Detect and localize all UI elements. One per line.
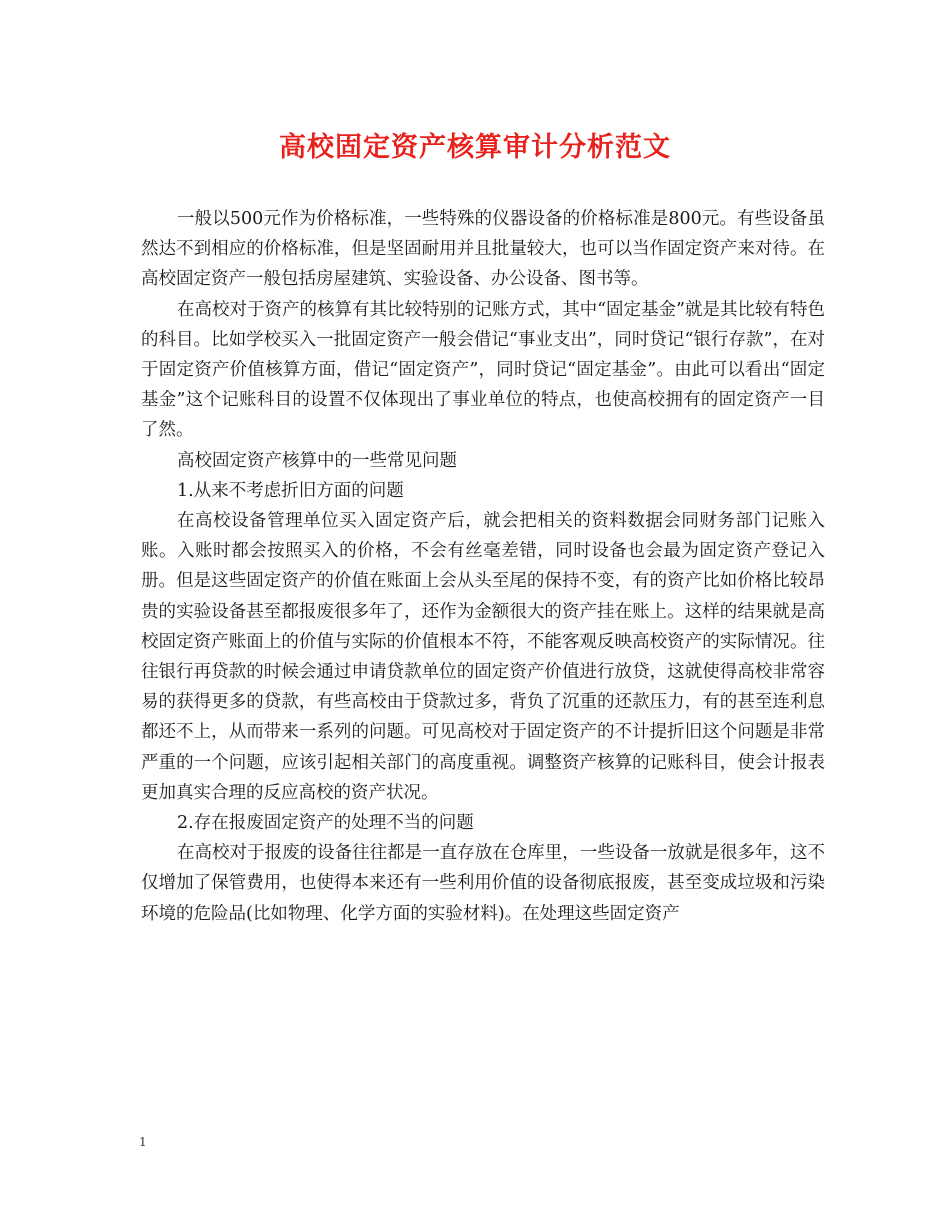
paragraph-depreciation: 在高校设备管理单位买入固定资产后，就会把相关的资料数据会同财务部门记账入账。入账时都会按照买入的价格，不会有丝毫差错，同时设备也会最为固定资产登记入册。但是这些固定资产的价值在账面上会从头至尾的保持不变，有的资产比如价格比较昂贵的实验设备甚至都报废很多年了，还作为金额很大的资产挂在账上。这样的结果就是高校固定资产账面上的价值与实际的价值根本不符，不能客观反映高校资产的实际情况。往往银行再贷款的时候会通过申请贷款单位的固定资产价值进行放贷，这就使得高校非常容易的获得更多的贷款，有些高校由于贷款过多，背负了沉重的还款压力，有的甚至连利息都还不上，从而带来一系列的问题。可见高校对于固定资产的不计提折旧这个问题是非常严重的一个问题，应该引起相关部门的高度重视。调整资产核算的记账科目，使会计报表更加真实合理的反应高校的资产状况。 [141, 511, 825, 803]
issue-heading-scrapped-assets: 2.存在报废固定资产的处理不当的问题 [177, 813, 474, 834]
paragraph-fixed-fund: 在高校对于资产的核算有其比较特别的记账方式，其中“固定基金”就是其比较有特色的科目。比如学校买入一批固定资产一般会借记“事业支出”，同时贷记“银行存款”，在对于固定资产价值核算方面，借记“固定资产”，同时贷记“固定基金”。由此可以看出“固定基金”这个记账科目的设置不仅体现出了事业单位的特点，也使高校拥有的固定资产一目了然。 [141, 299, 825, 441]
document-title: 高校固定资产核算审计分析范文 [279, 132, 671, 163]
issue-heading-depreciation: 1.从来不考虑折旧方面的问题 [177, 480, 404, 501]
document-body [141, 204, 825, 929]
paragraph-price-standard: 一般以500元作为价格标准，一些特殊的仪器设备的价格标准是800元。有些设备虽然达不到相应的价格标准，但是坚固耐用并且批量较大，也可以当作固定资产来对待。在高校固定资产一般包括房屋建筑、实验设备、办公设备、图书等。 [141, 209, 825, 290]
paragraph-scrapped-assets: 在高校对于报废的设备往往都是一直存放在仓库里，一些设备一放就是很多年，这不仅增加了保管费用，也使得本来还有一些利用价值的设备彻底报废，甚至变成垃圾和污染环境的危险品(比如物理、化学方面的实验材料)。在处理这些固定资产 [141, 843, 825, 924]
section-heading-common-issues: 高校固定资产核算中的一些常见问题 [177, 450, 457, 471]
page-number: 1 [139, 1135, 147, 1149]
